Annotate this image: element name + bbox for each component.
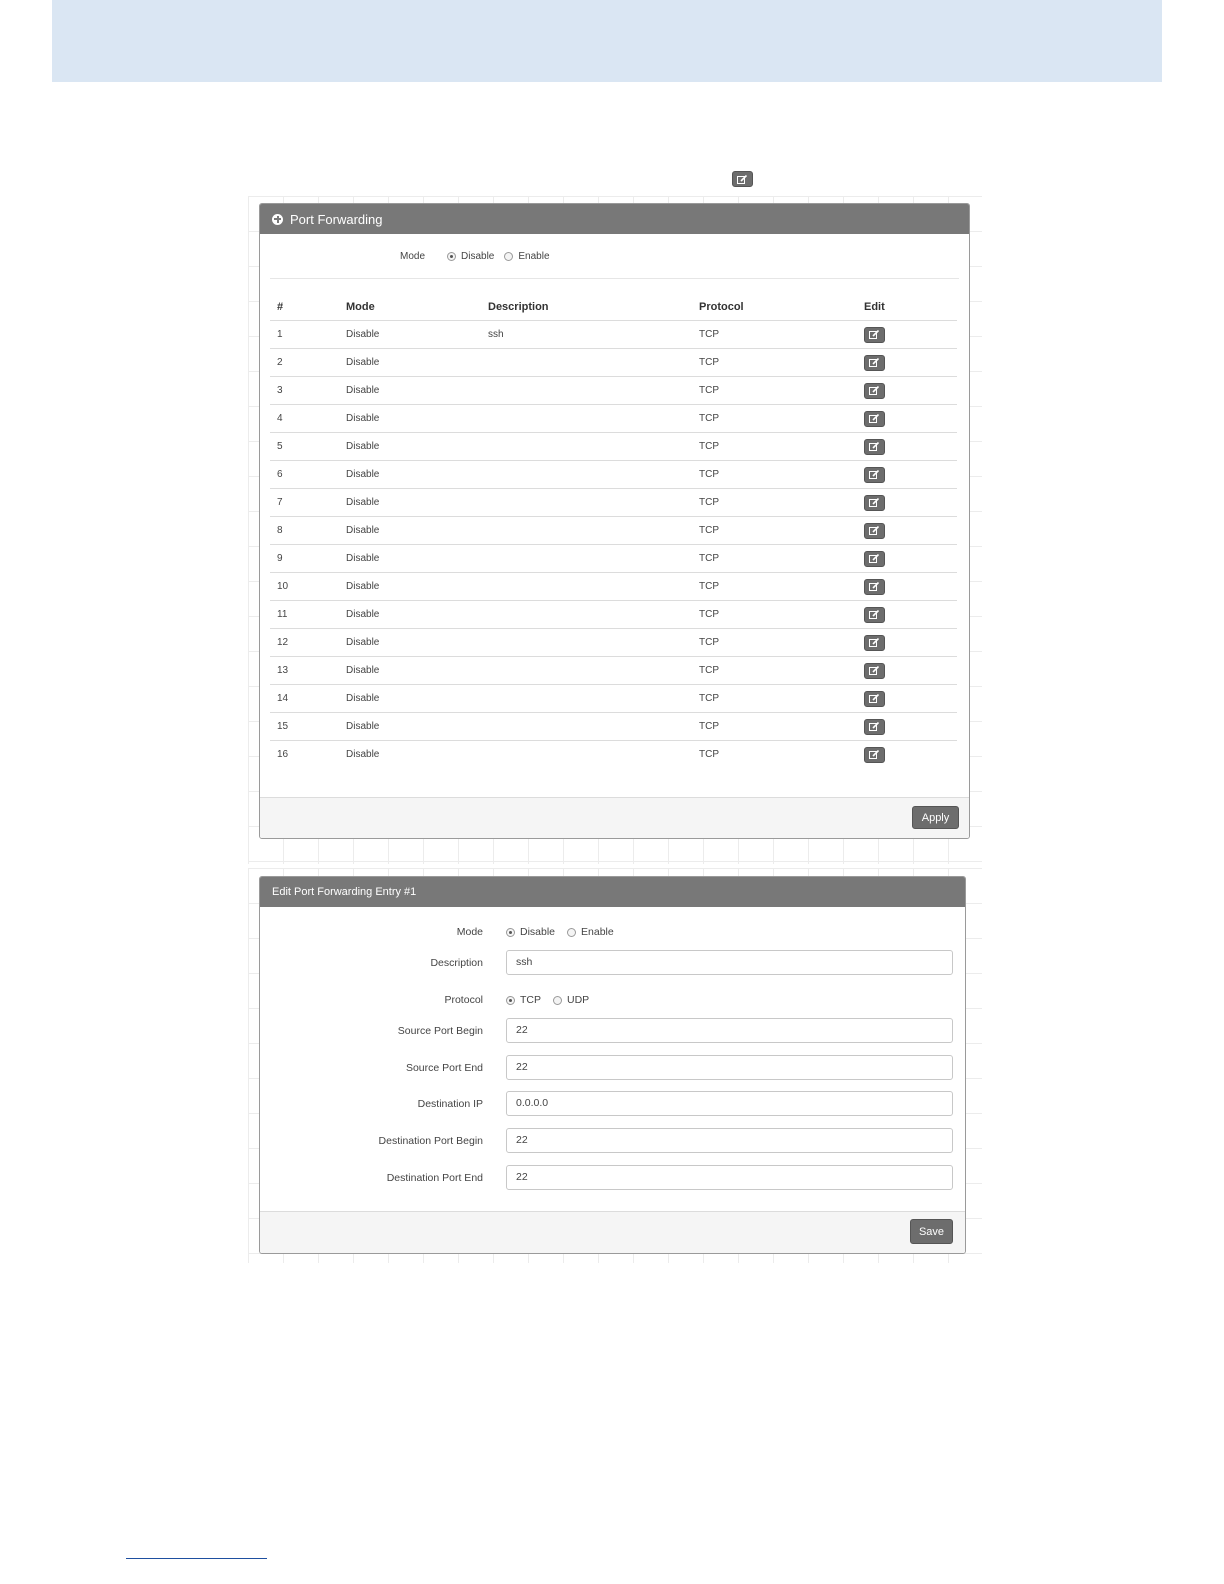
protocol-options [506,987,601,1013]
mode-enable-label: Enable [581,926,614,938]
table-row [270,629,957,657]
column-header-number: # [270,294,339,321]
row-mode: Disable [339,573,481,601]
row-number: 14 [270,685,339,713]
edit-button[interactable] [864,551,885,567]
row-mode: Disable [339,601,481,629]
panel-footer [260,1211,965,1253]
row-edit-cell [857,321,957,349]
edit-button[interactable] [864,747,885,763]
table-row [270,461,957,489]
table-row [270,657,957,685]
edit-icon [869,582,880,591]
edit-icon [869,414,880,423]
panel-title: Port Forwarding [290,211,383,227]
edit-icon [732,171,753,187]
protocol-udp-label: UDP [567,994,590,1006]
mode-enable-radio[interactable] [567,928,576,937]
edit-button[interactable] [864,383,885,399]
row-number: 11 [270,601,339,629]
column-header-mode: Mode [339,294,481,321]
row-edit-cell [857,713,957,741]
row-protocol: TCP [692,685,857,713]
row-edit-cell [857,741,957,769]
mode-label: Mode [456,926,483,938]
row-description [481,573,692,601]
table-row [270,321,957,349]
divider [270,278,959,279]
table-row [270,741,957,769]
row-protocol: TCP [692,573,857,601]
panel-header [260,204,969,234]
row-protocol: TCP [692,545,857,573]
column-header-edit: Edit [857,294,957,321]
destination-port-begin-row [260,1128,965,1154]
protocol-label: Protocol [444,994,483,1006]
destination-port-end-label: Destination Port End [386,1172,483,1184]
edit-button[interactable] [864,411,885,427]
destination-port-end-row [260,1165,965,1191]
page-header-band [52,0,1162,82]
row-description: ssh [481,321,692,349]
edit-button[interactable] [864,327,885,343]
row-number: 12 [270,629,339,657]
row-mode: Disable [339,349,481,377]
row-protocol: TCP [692,461,857,489]
destination-port-end-input[interactable]: 22 [506,1165,953,1190]
save-button[interactable]: Save [910,1219,953,1244]
destination-ip-row [260,1091,965,1117]
row-edit-cell [857,629,957,657]
destination-port-begin-label: Destination Port Begin [378,1135,483,1147]
source-port-end-label: Source Port End [405,1062,483,1074]
edit-button[interactable] [864,439,885,455]
edit-button[interactable] [864,579,885,595]
port-forwarding-panel [259,203,970,839]
table-row [270,489,957,517]
description-row [260,950,965,976]
edit-button[interactable] [864,635,885,651]
mode-disable-radio[interactable] [447,252,456,261]
row-mode: Disable [339,685,481,713]
row-number: 13 [270,657,339,685]
row-description [481,349,692,377]
row-description [481,433,692,461]
row-protocol: TCP [699,749,719,760]
edit-icon [869,526,880,535]
mode-label: Mode [400,251,426,262]
source-port-begin-input[interactable]: 22 [506,1018,953,1043]
protocol-udp-radio[interactable] [553,996,562,1005]
row-protocol: TCP [692,657,857,685]
column-header-description: Description [481,294,692,321]
row-protocol: TCP [692,517,857,545]
source-port-end-input[interactable]: 22 [506,1055,953,1080]
row-edit-cell [857,461,957,489]
row-mode: Disable [339,713,481,741]
row-number: 1 [270,321,339,349]
edit-icon [869,722,880,731]
row-protocol: TCP [692,713,857,741]
row-protocol: TCP [692,405,857,433]
edit-icon [869,358,880,367]
row-edit-cell [857,685,957,713]
edit-icon [869,610,880,619]
row-description [481,461,692,489]
row-edit-cell [857,433,957,461]
edit-icon [869,386,880,395]
table-row [270,713,957,741]
table-row [270,433,957,461]
edit-icon [869,554,880,563]
table-row [270,685,957,713]
row-description [481,601,692,629]
row-protocol: TCP [692,349,857,377]
description-input[interactable]: ssh [506,950,953,975]
row-edit-cell [857,657,957,685]
table-row [270,349,957,377]
row-number: 10 [270,573,339,601]
row-protocol: TCP [692,377,857,405]
edit-button[interactable] [864,663,885,679]
destination-ip-input[interactable]: 0.0.0.0 [506,1091,953,1116]
row-edit-cell [857,517,957,545]
row-description [481,545,692,573]
table-row [270,517,957,545]
row-description [481,517,692,545]
row-mode: Disable [339,489,481,517]
plus-circle-icon[interactable] [272,214,283,225]
panel-header [260,877,965,907]
mode-row [260,919,965,945]
mode-enable-label: Enable [518,251,550,262]
row-description [481,713,692,741]
edit-button[interactable] [864,607,885,623]
edit-icon [869,638,880,647]
row-protocol: TCP [692,601,857,629]
table-row [270,601,957,629]
edit-icon [869,330,880,339]
row-number: 8 [270,517,339,545]
protocol-tcp-radio[interactable] [506,996,515,1005]
edit-icon [869,498,880,507]
edit-entry-panel [259,876,966,1254]
table-row [270,545,957,573]
mode-options [506,919,626,945]
row-mode: Disable [339,321,481,349]
description-label: Description [430,957,483,969]
edit-button[interactable] [864,495,885,511]
row-description [481,685,692,713]
row-protocol: TCP [692,489,857,517]
row-edit-cell [857,573,957,601]
table-row [270,377,957,405]
row-mode: Disable [339,405,481,433]
row-mode: Disable [339,629,481,657]
row-mode: Disable [339,545,481,573]
row-mode: Disable [339,517,481,545]
row-description [481,741,692,769]
edit-button[interactable] [864,467,885,483]
row-protocol: TCP [692,321,857,349]
row-number: 9 [270,545,339,573]
protocol-row [260,987,965,1013]
edit-icon [869,750,880,759]
row-number: 3 [270,377,339,405]
row-number: 5 [270,433,339,461]
row-number: 4 [270,405,339,433]
footnote-rule [126,1558,267,1559]
row-edit-cell [857,489,957,517]
edit-button[interactable] [864,691,885,707]
row-description [481,405,692,433]
row-description [481,489,692,517]
mode-row [400,251,560,262]
row-mode: Disable [339,433,481,461]
destination-port-begin-input[interactable]: 22 [506,1128,953,1153]
row-number: 2 [270,349,339,377]
table-header-row [270,294,957,321]
row-description [481,657,692,685]
row-edit-cell [857,377,957,405]
edit-icon [869,666,880,675]
source-port-end-row [260,1055,965,1081]
panel-title: Edit Port Forwarding Entry #1 [272,886,417,898]
column-header-protocol: Protocol [692,294,857,321]
row-description [481,629,692,657]
source-port-begin-row [260,1018,965,1044]
edit-button[interactable] [864,523,885,539]
panel-footer [260,797,969,838]
row-edit-cell [857,601,957,629]
mode-disable-radio[interactable] [506,928,515,937]
row-edit-cell [857,405,957,433]
row-mode: Disable [339,657,481,685]
row-mode: Disable [339,461,481,489]
edit-icon [869,442,880,451]
mode-disable-label: Disable [461,251,495,262]
destination-ip-label: Destination IP [417,1098,483,1110]
row-mode: Disable [339,377,481,405]
table-row [270,573,957,601]
row-protocol: TCP [692,629,857,657]
mode-disable-label: Disable [520,926,556,938]
row-number: 16 [277,749,289,760]
port-forwarding-table [270,294,957,768]
row-protocol: TCP [692,433,857,461]
source-port-begin-label: Source Port Begin [397,1025,483,1037]
row-edit-cell [857,349,957,377]
edit-icon [869,470,880,479]
table-row [270,405,957,433]
protocol-tcp-label: TCP [520,994,541,1006]
row-number: 6 [270,461,339,489]
row-number: 15 [270,713,339,741]
edit-button[interactable] [864,355,885,371]
row-edit-cell [857,545,957,573]
mode-enable-radio[interactable] [504,252,513,261]
row-description [481,377,692,405]
edit-icon [869,694,880,703]
edit-button[interactable] [864,719,885,735]
row-mode: Disable [346,749,380,760]
apply-button[interactable]: Apply [912,806,959,829]
row-number: 7 [270,489,339,517]
